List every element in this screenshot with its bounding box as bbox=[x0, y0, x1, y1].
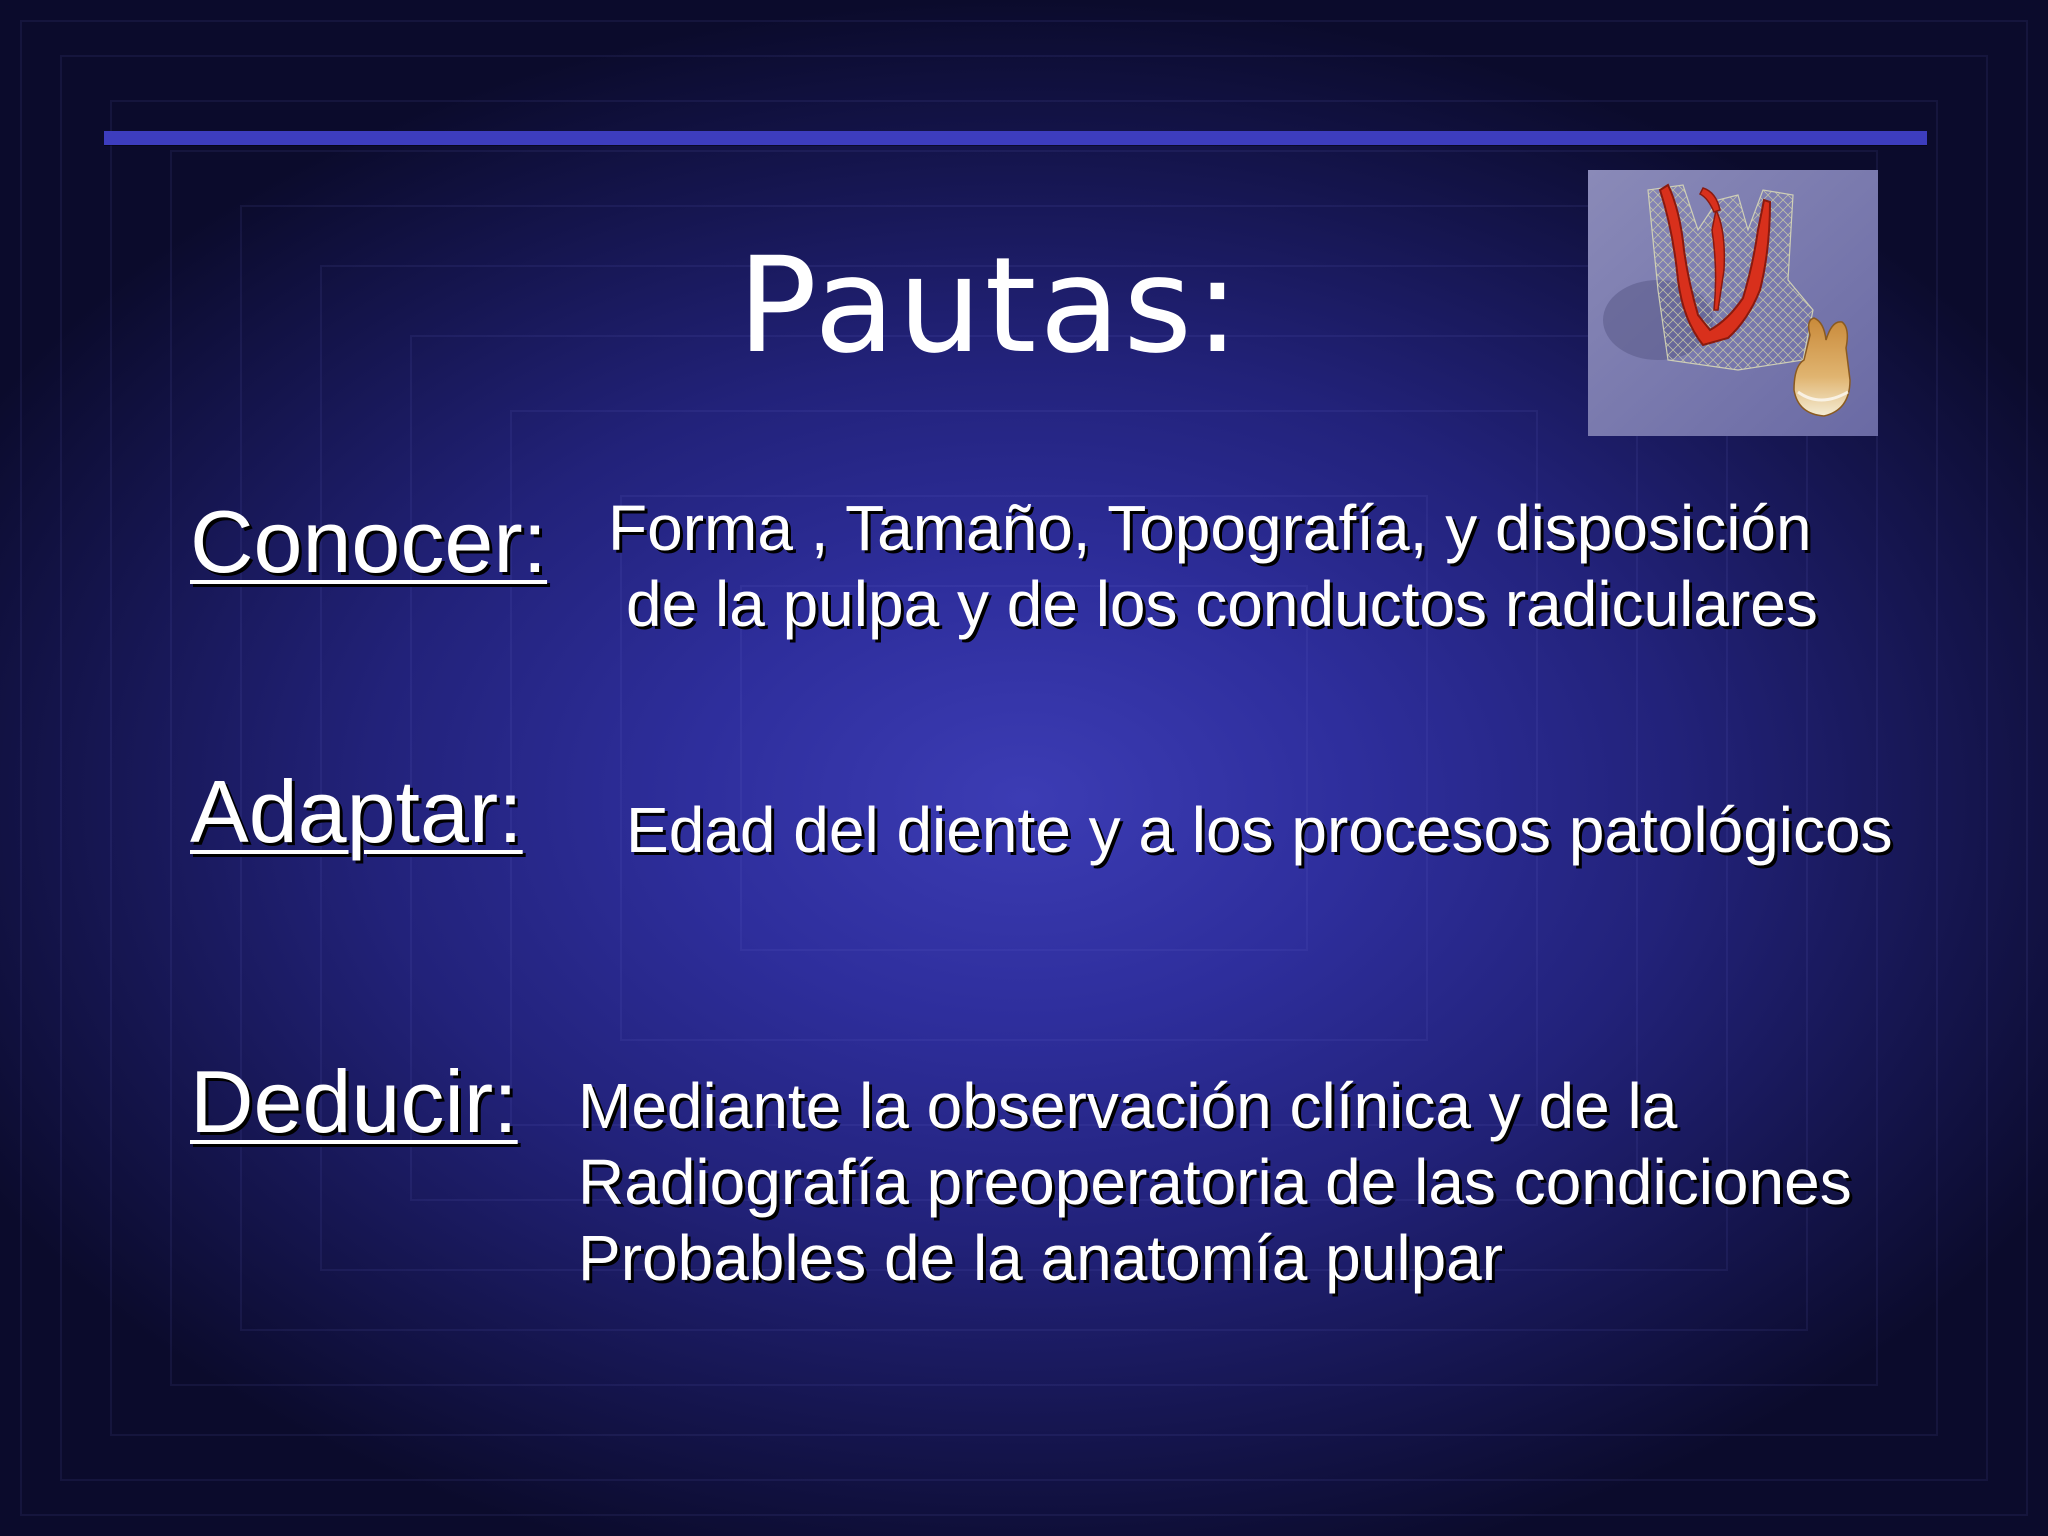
tooth-root-canal-illustration-icon bbox=[1588, 170, 1878, 436]
body-deducir-line-3: Probables de la anatomía pulpar bbox=[578, 1222, 1504, 1294]
body-adaptar bbox=[626, 792, 1893, 868]
body-deducir bbox=[578, 1068, 1852, 1296]
body-conocer bbox=[608, 490, 1818, 642]
label-deducir: Deducir: bbox=[190, 1052, 518, 1151]
body-conocer-line-1: Forma , Tamaño, Topografía, y disposición bbox=[608, 492, 1812, 564]
slide-title: Pautas: bbox=[737, 229, 1243, 383]
body-adaptar-line-1: Edad del diente y a los procesos patológicos bbox=[626, 794, 1893, 866]
title-rule bbox=[104, 131, 1927, 145]
label-conocer: Conocer: bbox=[190, 492, 548, 591]
body-deducir-line-2: Radiografía preoperatoria de las condiciones bbox=[578, 1146, 1852, 1218]
body-deducir-line-1: Mediante la observación clínica y de la bbox=[578, 1070, 1678, 1142]
label-adaptar: Adaptar: bbox=[190, 762, 523, 861]
body-conocer-line-2: de la pulpa y de los conductos radiculares bbox=[626, 568, 1818, 640]
